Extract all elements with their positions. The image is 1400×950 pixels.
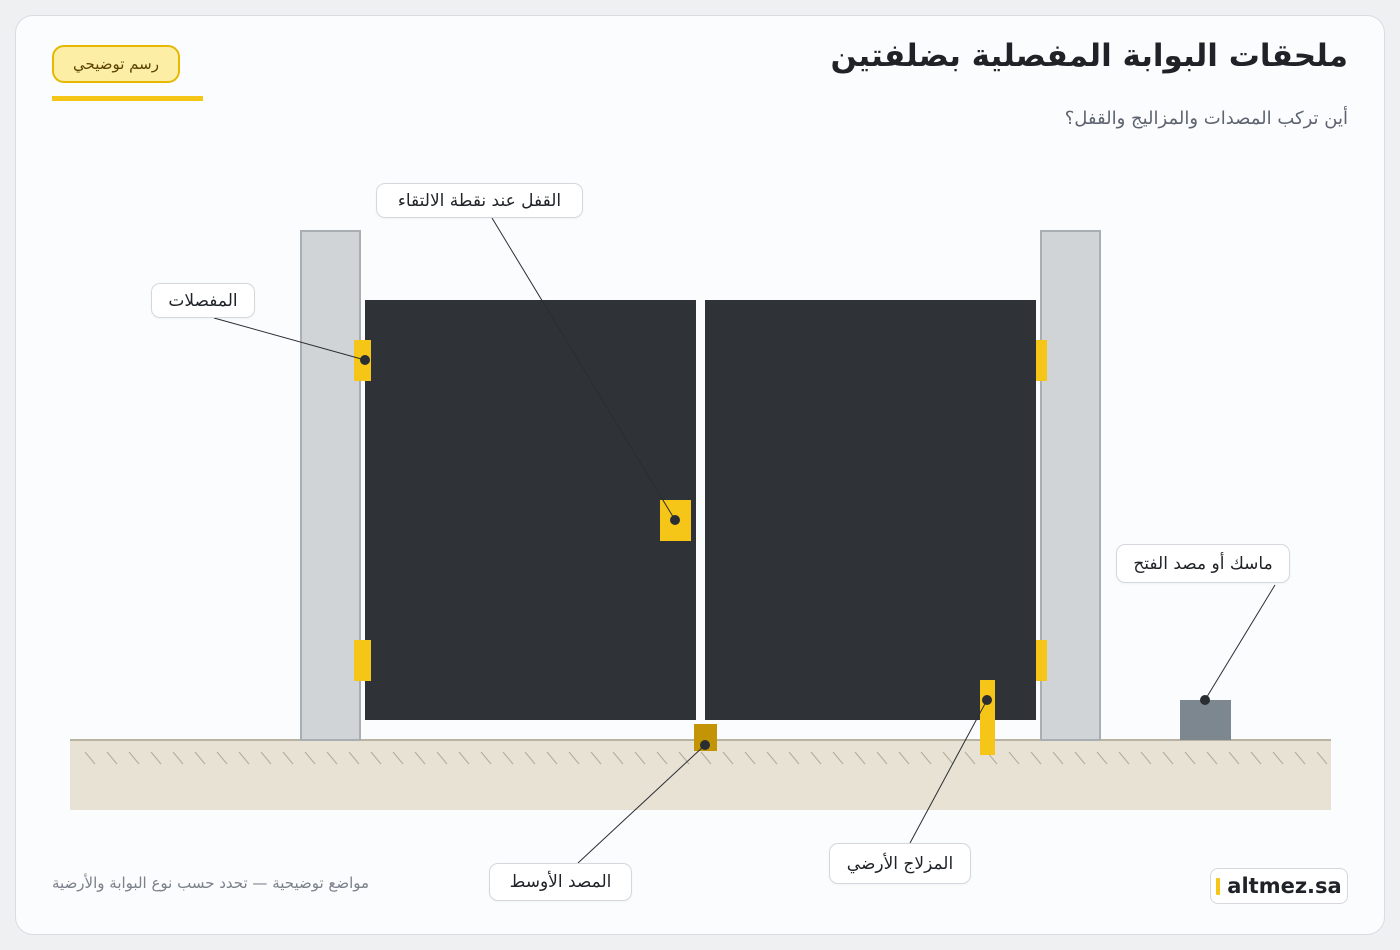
illustration-badge: رسم توضيحي [52,45,180,83]
page-title: ملحقات البوابة المفصلية بضلفتين [830,38,1348,74]
hinge-right-bottom [1036,640,1047,681]
label-open-stop: ماسك أو مصد الفتح [1116,544,1290,583]
leader-open-stop [1205,585,1275,700]
dot-hinge [360,355,370,365]
right-gate-leaf [705,300,1036,720]
label-hinges: المفصلات [151,283,255,318]
left-post [301,231,360,740]
label-drop-bolt: المزلاج الأرضي [829,843,971,884]
page-subtitle: أين تركب المصدات والمزاليج والقفل؟ [1064,108,1348,129]
dot-lock [670,515,680,525]
hinge-left-bottom [354,640,371,681]
open-holder-block [1180,700,1231,740]
brand-accent-bar [1216,878,1220,895]
dot-open-stop [1200,695,1210,705]
brand-tag [1210,868,1348,904]
drop-bolt [980,680,995,755]
left-gate-leaf [365,300,696,720]
hinge-right-top [1036,340,1047,381]
right-post [1041,231,1100,740]
label-lock: القفل عند نقطة الالتقاء [376,183,583,218]
label-center-stop: المصد الأوسط [489,863,632,901]
dot-center-stop [700,740,710,750]
footnote: مواضع توضيحية — تحدد حسب نوع البوابة والأرضية [52,874,370,892]
brand-name: altmez.sa [1227,874,1342,898]
dot-drop-bolt [982,695,992,705]
